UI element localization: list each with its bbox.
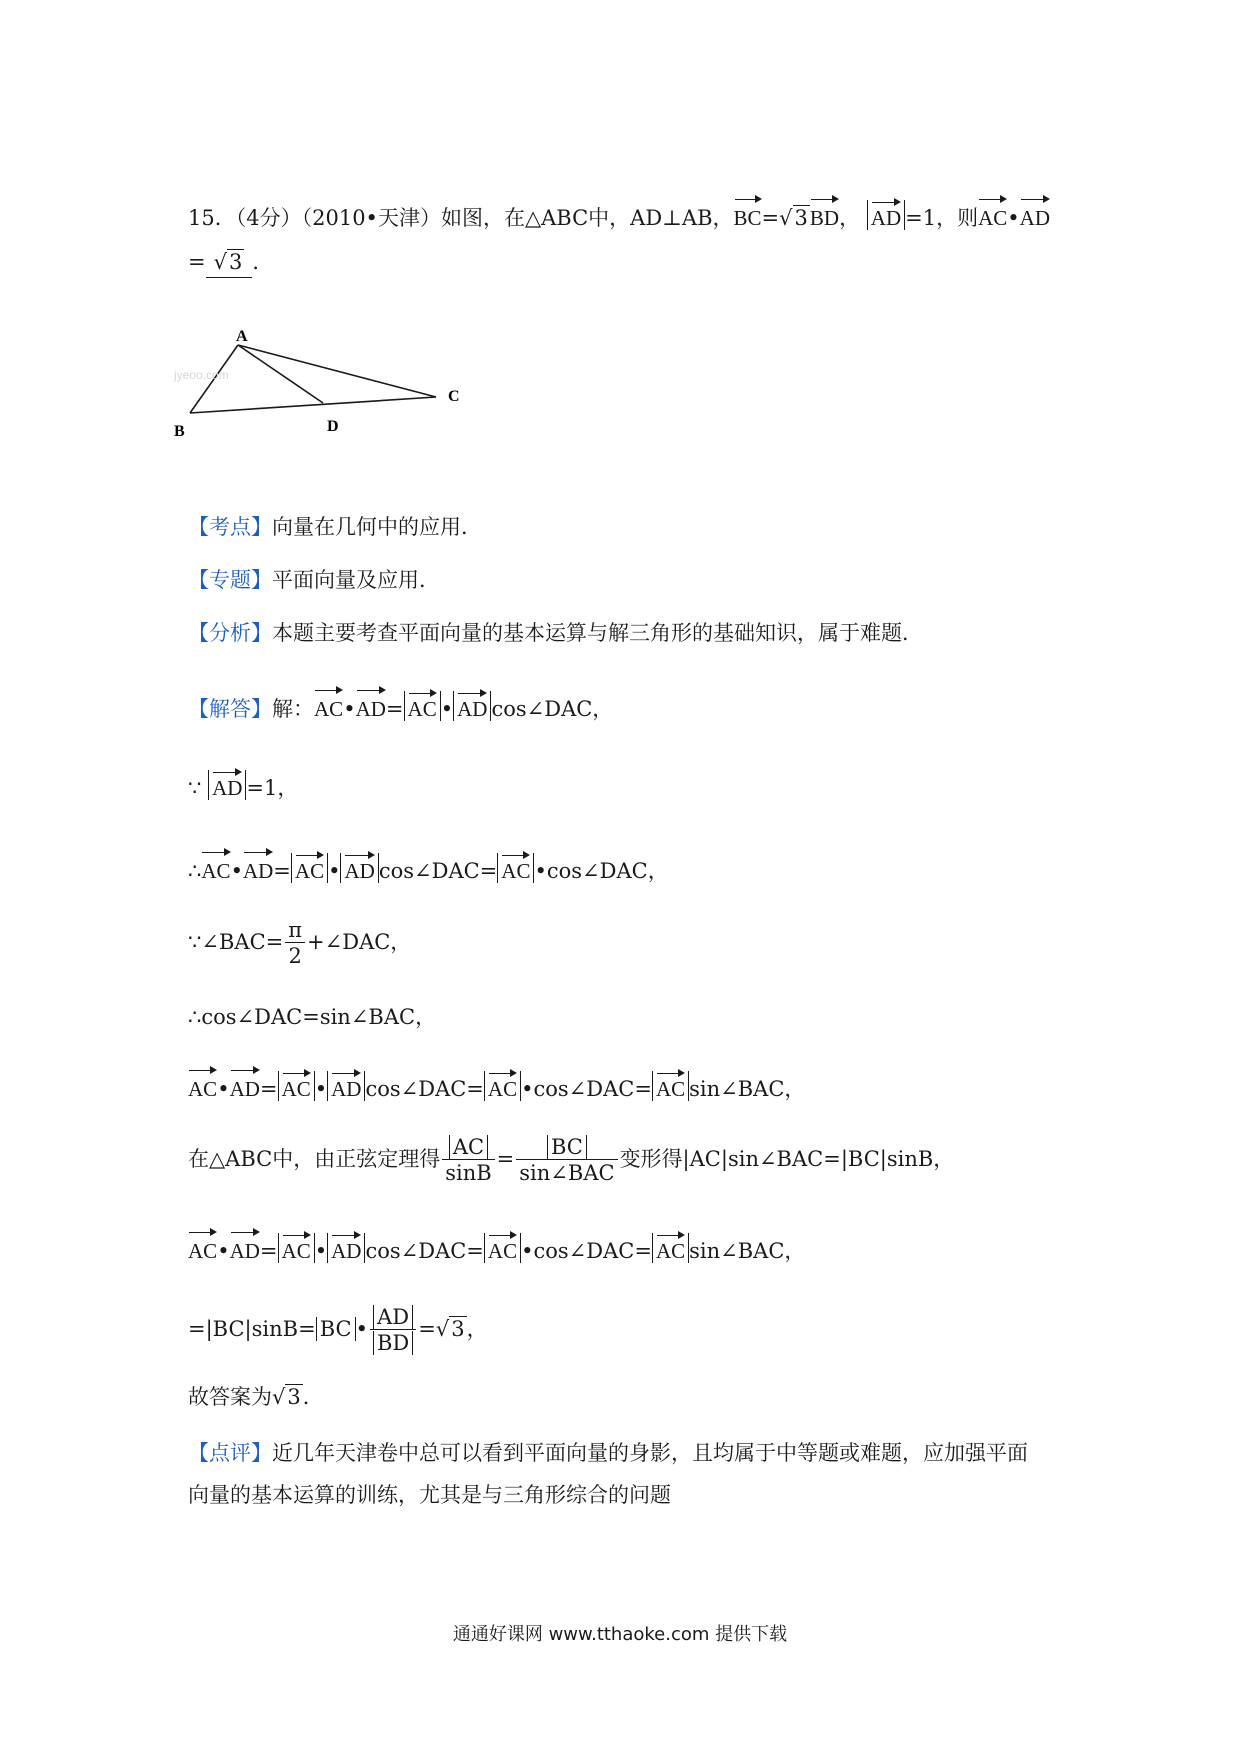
section-zhuanti [188, 565, 440, 595]
vector-ac: AC [488, 1233, 517, 1263]
fraction-numerator [516, 1135, 617, 1160]
abs-ad [867, 200, 905, 230]
answer-blank [206, 247, 253, 278]
vector-ad: AD [871, 200, 901, 230]
dianping-text: 近几年天津卷中总可以看到平面向量的身影，且均属于中等题或难题，应加强平面 [272, 1441, 1028, 1465]
fraction-ac-over-sinb [442, 1135, 494, 1186]
abs-bc-plain: BC [547, 1135, 587, 1159]
solution-text: 变形得|AC|sin∠BAC=|BC|sinB， [619, 1147, 955, 1171]
solution-text: cos∠DAC= [365, 1077, 484, 1101]
solution-text: =1， [246, 776, 299, 800]
abs-ad [453, 691, 491, 721]
vector-ac: AC [282, 1233, 311, 1263]
label-a: A [236, 328, 248, 345]
dot-operator: • [217, 1239, 230, 1263]
sqrt-radicand: 3 [451, 1317, 465, 1341]
vector-ad: AD [331, 1233, 361, 1263]
vector-ac: AC [188, 1230, 217, 1266]
section-dianping-line-2 [188, 1480, 671, 1510]
abs-ac [484, 1071, 521, 1101]
segment-ad [238, 345, 323, 403]
fenxi-text: 本题主要考查平面向量的基本运算与解三角形的基础知识，属于难题． [272, 621, 923, 645]
sqrt-radicand: 3 [287, 1385, 301, 1409]
triangle-figure [174, 328, 520, 475]
jieda-intro: 解： [272, 697, 314, 721]
abs-ac [652, 1071, 689, 1101]
equals-sign: = [259, 1239, 278, 1263]
abs-bd-plain: BD [373, 1331, 413, 1355]
abs-ac [404, 691, 441, 721]
label-d: D [327, 418, 339, 435]
dot-operator: • [355, 1317, 368, 1341]
abs-ad-plain: AD [373, 1305, 413, 1329]
fraction-pi-over-2 [285, 918, 305, 969]
segment-ac [238, 345, 436, 397]
abs-ad [327, 1233, 365, 1263]
equals-sign: = [259, 1077, 278, 1101]
period: ． [252, 250, 274, 274]
equals-sign: = [418, 1317, 436, 1341]
vector-ac: AC [314, 688, 343, 724]
fraction-denominator: sinB [445, 1161, 492, 1185]
because-symbol: ∵ [188, 776, 202, 800]
tag-dianping: 【点评】 [188, 1441, 272, 1465]
fraction-numerator [370, 1305, 416, 1330]
solution-text: ， [466, 1317, 488, 1341]
solution-text: =|BC|sinB= [188, 1317, 316, 1341]
abs-ac [278, 1233, 315, 1263]
section-fenxi [188, 618, 923, 648]
fraction-denominator: 2 [288, 944, 302, 968]
problem-score: （4分） [235, 206, 302, 230]
solution-text: cos∠DAC= [378, 859, 498, 883]
solution-text: •cos∠DAC， [534, 859, 669, 883]
solution-text: cos∠DAC， [491, 697, 614, 721]
abs-ad [327, 1071, 365, 1101]
sqrt-symbol: √3 [272, 1385, 301, 1409]
vector-ac: AC [488, 1071, 517, 1101]
solution-text: 在△ABC中，由正弦定理得 [188, 1147, 441, 1171]
dot-operator: • [328, 859, 341, 883]
equals-sign: = [385, 697, 404, 721]
fraction-denominator [370, 1330, 416, 1356]
dot-operator: • [314, 1077, 328, 1101]
vector-ac: AC [978, 197, 1007, 233]
solution-line-6 [188, 1068, 805, 1104]
vector-ac: AC [201, 850, 230, 886]
because-symbol: ∵ [188, 930, 202, 954]
tag-fenxi: 【分析】 [188, 621, 272, 645]
tag-kaodian: 【考点】 [188, 515, 272, 539]
label-c: C [448, 388, 460, 405]
sqrt-symbol: √3 [213, 250, 243, 274]
fraction-numerator: π [285, 918, 305, 943]
watermark: jyeoo.com [174, 368, 229, 382]
problem-source: （2010•天津） [301, 206, 441, 230]
vector-ac: AC [295, 853, 324, 883]
eq-one-text: =1，则 [905, 206, 979, 230]
problem-stem: 如图，在△ABC中，AD⊥AB， [440, 206, 734, 230]
vector-ad: AD [457, 691, 487, 721]
problem-line-2 [188, 247, 273, 278]
abs-ad [208, 770, 246, 800]
dot-operator: • [314, 1239, 328, 1263]
therefore-symbol: ∴ [188, 859, 202, 883]
page-footer: 通通好课网 www.tthaoke.com 提供下载 [452, 1624, 788, 1645]
vector-ad: AD [212, 770, 242, 800]
solution-text: ． [302, 1385, 324, 1409]
dot-operator: • [217, 1077, 230, 1101]
kaodian-text: 向量在几何中的应用． [272, 515, 482, 539]
dianping-text: 向量的基本运算的训练，尤其是与三角形综合的问题 [188, 1483, 671, 1507]
dot-operator: • [230, 859, 243, 883]
solution-line-2 [188, 770, 298, 803]
fraction-denominator: sin∠BAC [519, 1161, 615, 1185]
solution-text: +∠DAC， [307, 930, 412, 954]
solution-line-9 [188, 1305, 488, 1356]
solution-line-1 [188, 688, 613, 724]
vector-ac: AC [656, 1233, 685, 1263]
fraction-bc-over-sinbac [516, 1135, 617, 1186]
vector-ad: AD [331, 1071, 361, 1101]
section-kaodian [188, 512, 482, 542]
problem-number: 15． [188, 206, 236, 230]
vector-ad: AD [356, 688, 386, 724]
abs-ac [278, 1071, 315, 1101]
vector-ad: AD [230, 1230, 260, 1266]
abs-ac [291, 853, 328, 883]
sqrt-symbol: √3 [779, 206, 808, 230]
solution-text: •cos∠DAC= [521, 1077, 652, 1101]
vector-ac: AC [656, 1071, 685, 1101]
solution-text: ∠BAC= [201, 930, 284, 954]
fraction-numerator [442, 1135, 494, 1160]
vector-ad: AD [243, 850, 273, 886]
label-b: B [174, 423, 185, 440]
solution-line-4 [188, 918, 411, 969]
vector-ad: AD [230, 1068, 260, 1104]
problem-line-1 [188, 197, 1050, 233]
dot-operator: • [440, 697, 454, 721]
abs-ad [340, 853, 378, 883]
equals-sign: = [496, 1147, 515, 1171]
abs-ac [497, 853, 534, 883]
equals-sign: = [188, 250, 206, 274]
solution-text: cos∠DAC= [365, 1239, 484, 1263]
vector-bd: BD [810, 197, 839, 233]
vector-ad: AD [344, 853, 374, 883]
solution-text: sin∠BAC， [689, 1077, 806, 1101]
therefore-symbol: ∴ [188, 1005, 202, 1029]
solution-line-10 [188, 1382, 324, 1412]
comma: ， [839, 206, 861, 230]
abs-ac-plain: AC [449, 1135, 488, 1159]
solution-text: cos∠DAC=sin∠BAC， [201, 1005, 437, 1029]
segment-bc [190, 397, 436, 413]
equals-sign: = [273, 859, 291, 883]
vector-ac: AC [501, 853, 530, 883]
solution-line-5 [188, 1002, 436, 1032]
tag-zhuanti: 【专题】 [188, 568, 272, 592]
fraction-ad-over-bd [370, 1305, 416, 1356]
sqrt-symbol: √3 [435, 1317, 465, 1341]
solution-text: sin∠BAC， [689, 1239, 806, 1263]
zhuanti-text: 平面向量及应用． [272, 568, 440, 592]
vector-ad: AD [1020, 197, 1050, 233]
vector-bc: BC [734, 197, 762, 233]
dot-operator: • [1007, 206, 1020, 230]
vector-ac: AC [188, 1068, 217, 1104]
dot-operator: • [343, 697, 356, 721]
solution-line-3 [188, 850, 669, 886]
equals-sign: = [761, 206, 780, 230]
vector-ac: AC [282, 1071, 311, 1101]
abs-bc-plain: BC [316, 1317, 356, 1341]
sqrt-radicand: 3 [794, 206, 808, 230]
sqrt-radicand: 3 [229, 250, 243, 274]
solution-text: 故答案为 [188, 1385, 272, 1409]
solution-line-8 [188, 1230, 805, 1266]
solution-text: •cos∠DAC= [521, 1239, 652, 1263]
vector-ac: AC [408, 691, 437, 721]
tag-jieda: 【解答】 [188, 697, 272, 721]
abs-ac [652, 1233, 689, 1263]
solution-line-7 [188, 1135, 954, 1186]
abs-ac [484, 1233, 521, 1263]
section-dianping-line-1 [188, 1438, 1028, 1468]
